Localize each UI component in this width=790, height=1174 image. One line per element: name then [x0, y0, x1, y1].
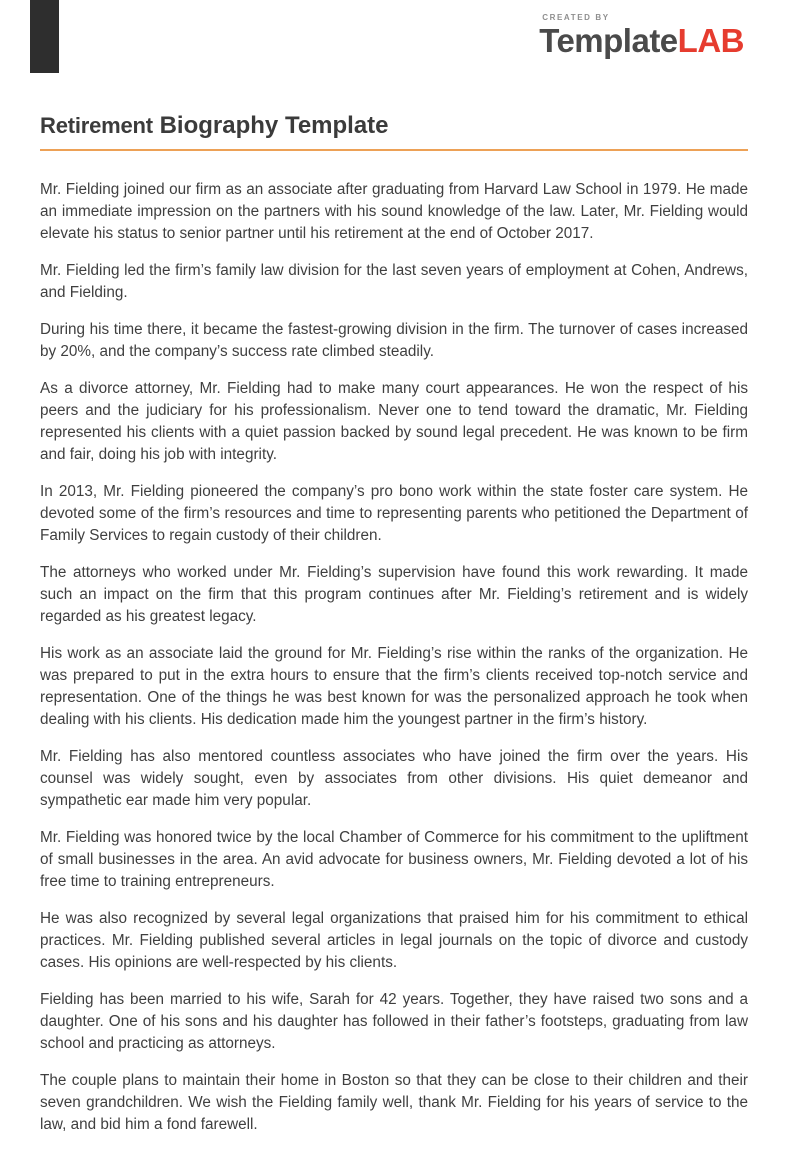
logo-text — [539, 24, 744, 57]
paragraph: Mr. Fielding was honored twice by the local Chamber of Commerce for his commitment to the upliftment of small businesses in the area. An avid advocate for business owners, Mr. Fielding devoted a lot of his free time to training entrepreneurs. — [40, 828, 748, 890]
templatelab-logo — [539, 14, 744, 86]
created-by-label: CREATED BY — [542, 13, 610, 22]
paragraph: Mr. Fielding has also mentored countless associates who have joined the firm over the years. His counsel was widely sought, even by associates from other divisions. His quiet demeanor and sympathetic ear made him very popular. — [40, 747, 748, 809]
page-title-lead: Retirement — [40, 113, 153, 138]
corner-mark — [30, 0, 59, 73]
paragraph: The couple plans to maintain their home in Boston so that they can be close to their children and their seven grandchildren. We wish the Fielding family well, thank Mr. Fielding for his years of service to the law, and bid him a fond farewell. — [40, 1072, 748, 1134]
paragraph: The attorneys who worked under Mr. Fielding’s supervision have found this work rewarding. It made such an impact on the firm that this program continues after Mr. Fielding’s retirement and is widely regarded as his greatest legacy. — [40, 563, 748, 625]
logo-lab-text: LAB — [677, 22, 744, 59]
paragraph: His work as an associate laid the ground for Mr. Fielding’s rise within the ranks of the organization. He was prepared to put in the extra hours to ensure that the firm’s clients received top-notch service and representation. One of the things he was best known for was the personalized approach he took when dealing with his clients. His dedication made him the youngest partner in the firm’s history. — [40, 644, 748, 728]
paragraph: He was also recognized by several legal organizations that praised him for his commitment to ethical practices. Mr. Fielding published several articles in legal journals on the topic of divorce and custody cases. His opinions are well-respected by his clients. — [40, 910, 748, 972]
header — [0, 0, 790, 86]
paragraph: During his time there, it became the fastest-growing division in the firm. The turnover of cases increased by 20%, and the company’s success rate climbed steadily. — [40, 320, 748, 360]
biography-content — [0, 151, 790, 1137]
paragraph: Fielding has been married to his wife, Sarah for 42 years. Together, they have raised two sons and a daughter. One of his sons and his daughter has followed in their father’s footsteps, graduating from law school and practicing as attorneys. — [40, 991, 748, 1053]
paragraph: In 2013, Mr. Fielding pioneered the company’s pro bono work within the state foster care system. He devoted some of the firm’s resources and time to representing parents who petitioned the Department of Family Services to regain custody of their children. — [40, 482, 748, 544]
logo-template-text: Template — [539, 22, 678, 59]
paragraph: Mr. Fielding led the firm’s family law division for the last seven years of employment at Cohen, Andrews, and Fielding. — [40, 261, 748, 301]
page-title — [40, 112, 748, 140]
paragraph: Mr. Fielding joined our firm as an associate after graduating from Harvard Law School in 1979. He made an immediate impression on the partners with his sound knowledge of the law. Later, Mr. Fielding would elevate his status to senior partner until his retirement at the end of October 2017. — [40, 180, 748, 242]
paragraph: As a divorce attorney, Mr. Fielding had to make many court appearances. He won the respect of his peers and the judiciary for his professionalism. Never one to tend toward the dramatic, Mr. Fielding represented his clients with a quiet passion backed by sound legal precedent. He was known to be firm and fair, doing his job with integrity. — [40, 379, 748, 463]
page-title-rest: Biography Template — [159, 112, 389, 139]
